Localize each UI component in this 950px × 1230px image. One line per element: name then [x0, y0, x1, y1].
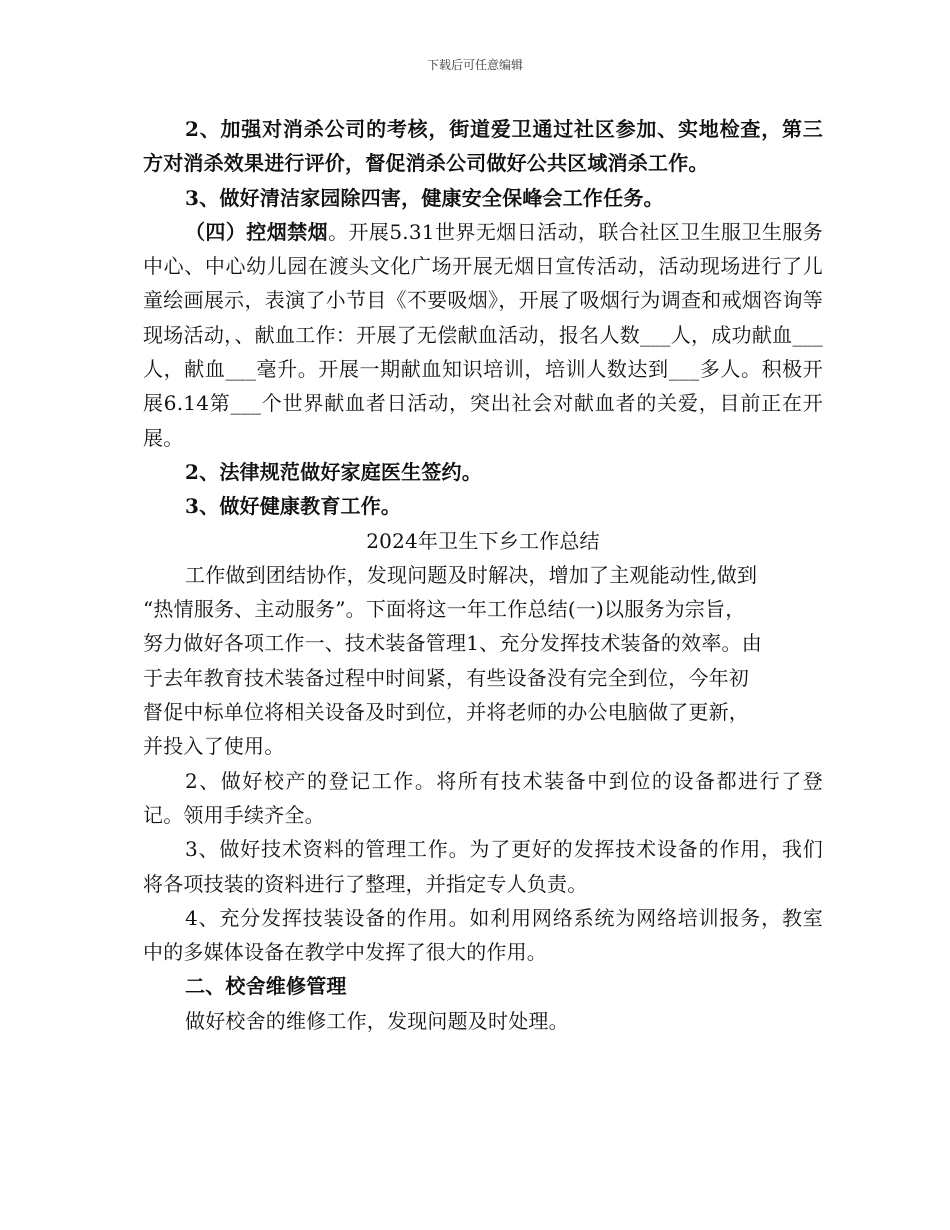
section-heading-tobacco: （四）控烟禁烟: [185, 219, 329, 244]
paragraph-health-education: 3、做好健康教育工作。: [185, 494, 402, 519]
page-header: 下载后可任意编辑: [426, 58, 523, 72]
paragraph-tobacco-control: [143, 215, 823, 455]
summary-line: 于去年教育技术装备过程中时间紧，有些设备没有完全到位，今年初: [143, 665, 749, 690]
summary-line: 督促中标单位将相关设备及时到位，并将老师的办公电脑做了更新，: [143, 700, 749, 725]
section-heading-maintenance: 二、校舍维修管理: [185, 974, 347, 999]
paragraph-equipment-use: 4、充分发挥技装设备的作用。如利用网络系统为网络培训报务，教室中的多媒体设备在教学中发挥了很大的作用。: [143, 905, 823, 965]
paragraph-consumer-kill-assessment: 2、加强对消杀公司的考核，街道爱卫通过社区参加、实地检查，第三方对消杀效果进行评价，督促消杀公司做好公共区域消杀工作。: [143, 117, 823, 176]
paragraph-family-doctor: 2、法律规范做好家庭医生签约。: [185, 459, 482, 484]
paragraph-maintenance: 做好校舍的维修工作，发现问题及时处理。: [185, 1008, 569, 1033]
summary-line: 并投入了使用。: [143, 734, 285, 759]
paragraph-tobacco-body: 。开展5.31世界无烟日活动，联合社区卫生服卫生服务中心、中心幼儿园在渡头文化广场开展无烟日宣传活动，活动现场进行了儿童绘画展示，表演了小节目《不要吸烟》，开展了吸烟行为调查和戒烟咨询等现场活动，、献血工作：开展了无偿献血活动，报名人数___人，成功献血___人，献血___毫升。开展一期献血知识培训，培训人数达到___多人。积极开展6.14第___个世界献血者日活动，突出社会对献血者的关爱，目前正在开展。: [143, 219, 823, 450]
paragraph-asset-registration: 2、做好校产的登记工作。将所有技术装备中到位的设备都进行了登记。领用手续齐全。: [143, 768, 823, 827]
summary-line: “热情服务、主动服务”。下面将这一年工作总结(一)以服务为宗旨，: [143, 597, 746, 622]
paragraph-summary-intro: [143, 558, 823, 764]
paragraph-clean-home: 3、做好清洁家园除四害，健康安全保峰会工作任务。: [185, 185, 664, 210]
document-title: 2024年卫生下乡工作总结: [366, 528, 600, 553]
document-body: [143, 112, 823, 1038]
paragraph-technical-docs: 3、做好技术资料的管理工作。为了更好的发挥技术设备的作用，我们将各项技装的资料进行了整理，并指定专人负责。: [143, 837, 823, 896]
summary-line: 努力做好各项工作一、技术装备管理1、充分发挥技术装备的效率。由: [143, 631, 762, 656]
summary-line: 工作做到团结协作，发现问题及时解决，增加了主观能动性,做到: [185, 562, 758, 587]
